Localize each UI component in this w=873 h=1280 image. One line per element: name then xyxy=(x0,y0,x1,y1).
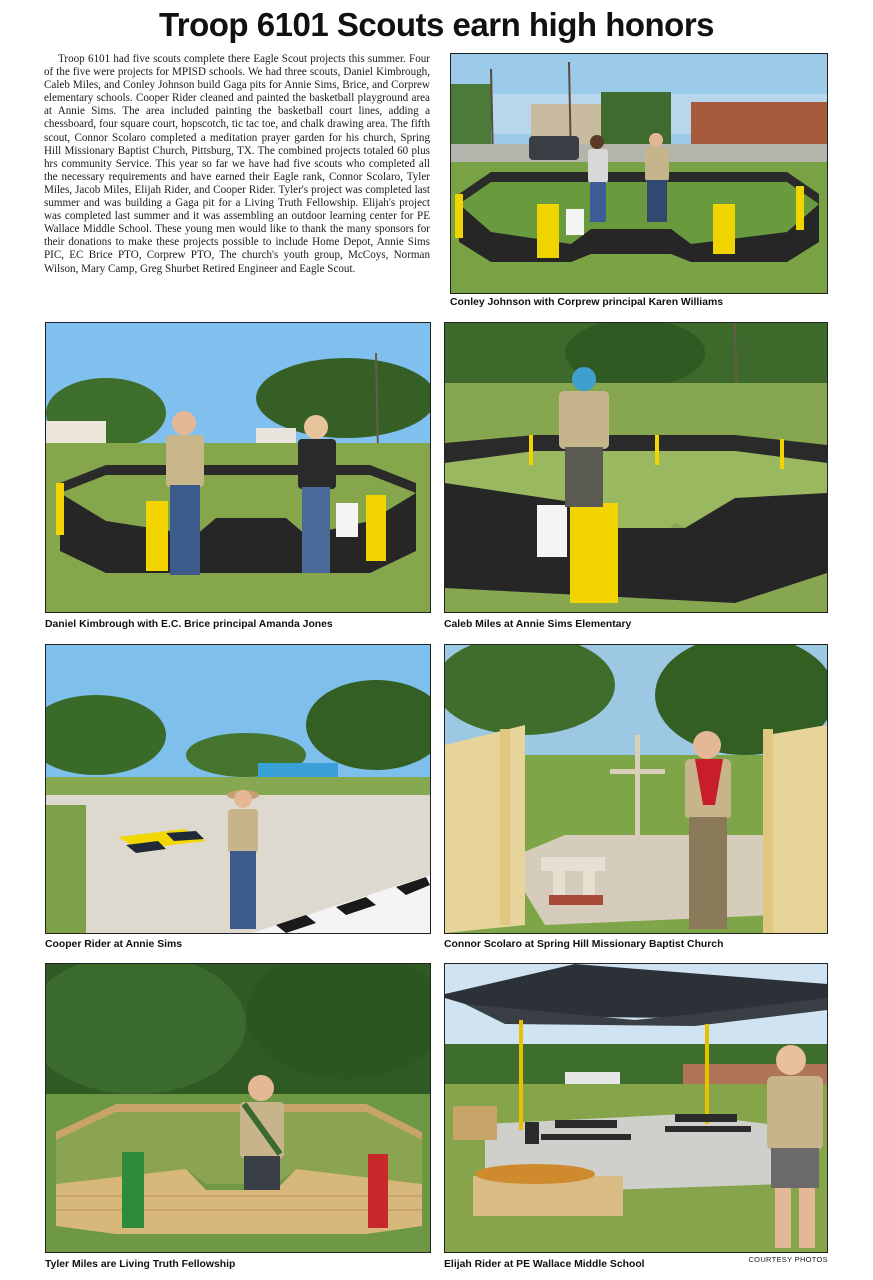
photo-elijah-rider xyxy=(444,963,828,1253)
caption-caleb: Caleb Miles at Annie Sims Elementary xyxy=(444,619,632,630)
photo-connor-scolaro xyxy=(444,644,828,934)
photo-conley-johnson xyxy=(450,53,828,294)
headline: Troop 6101 Scouts earn high honors xyxy=(158,6,715,43)
caption-cooper: Cooper Rider at Annie Sims xyxy=(45,939,183,950)
caption-conley: Conley Johnson with Corprew principal Karen Williams xyxy=(450,297,723,308)
photo-cooper-rider xyxy=(45,644,431,934)
caption-elijah: Elijah Rider at PE Wallace Middle School xyxy=(444,1259,645,1270)
photo-credit: COURTESY PHOTOS xyxy=(748,1255,828,1264)
photo-daniel-kimbrough xyxy=(45,322,431,613)
caption-connor: Connor Scolaro at Spring Hill Missionary Baptist Church xyxy=(444,939,724,950)
caption-tyler: Tyler Miles are Living Truth Fellowship xyxy=(45,1259,236,1270)
article-body: Troop 6101 had five scouts complete there Eagle Scout projects this summer. Four of the five were projects for MPISD schools. We had three scouts, Daniel Kimbrough, Caleb Miles, and Conley Johnson build Gaga pits for Annie Sims, Brice, and Corprew elementary schools. Cooper Rider cleaned and painted the basketball playground area at Annie Sims. The area included painting the basketball court lines, adding a chessboard, four square court, hopscotch, tic tac toe, and chalk drawing area. The fifth scout, Connor Scolaro completed a meditation prayer garden for his church, Spring Hill Missionary Baptist Church, Pittsburg, TX. The combined projects totaled 60 plus hrs community Service. This year so far we have had five scouts who completed all the necessary requirements and have earned their Eagle rank, Connor Scolaro, Tyler Miles, Jacob Miles, Elijah Rider, and Cooper Rider. Tyler's project was completed last summer and was building a Gaga pit for a Living Truth Fellowship. Elijah's project was completed last summer and it was assembling an outdoor learning center for PE Wallace Middle School. These young men would like to thank the many sponsors for their donations to make these projects possible to include Home Depot, Annie Sims PIC, EC Brice PTO, Corprew PTO, The church's youth group, McCoys, Norman Wilson, Mary Camp, Greg Shurbet Retired Engineer and Eagle Scout. xyxy=(44,53,430,275)
caption-daniel: Daniel Kimbrough with E.C. Brice principal Amanda Jones xyxy=(45,619,333,630)
photo-tyler-miles xyxy=(45,963,431,1253)
photo-caleb-miles xyxy=(444,322,828,613)
